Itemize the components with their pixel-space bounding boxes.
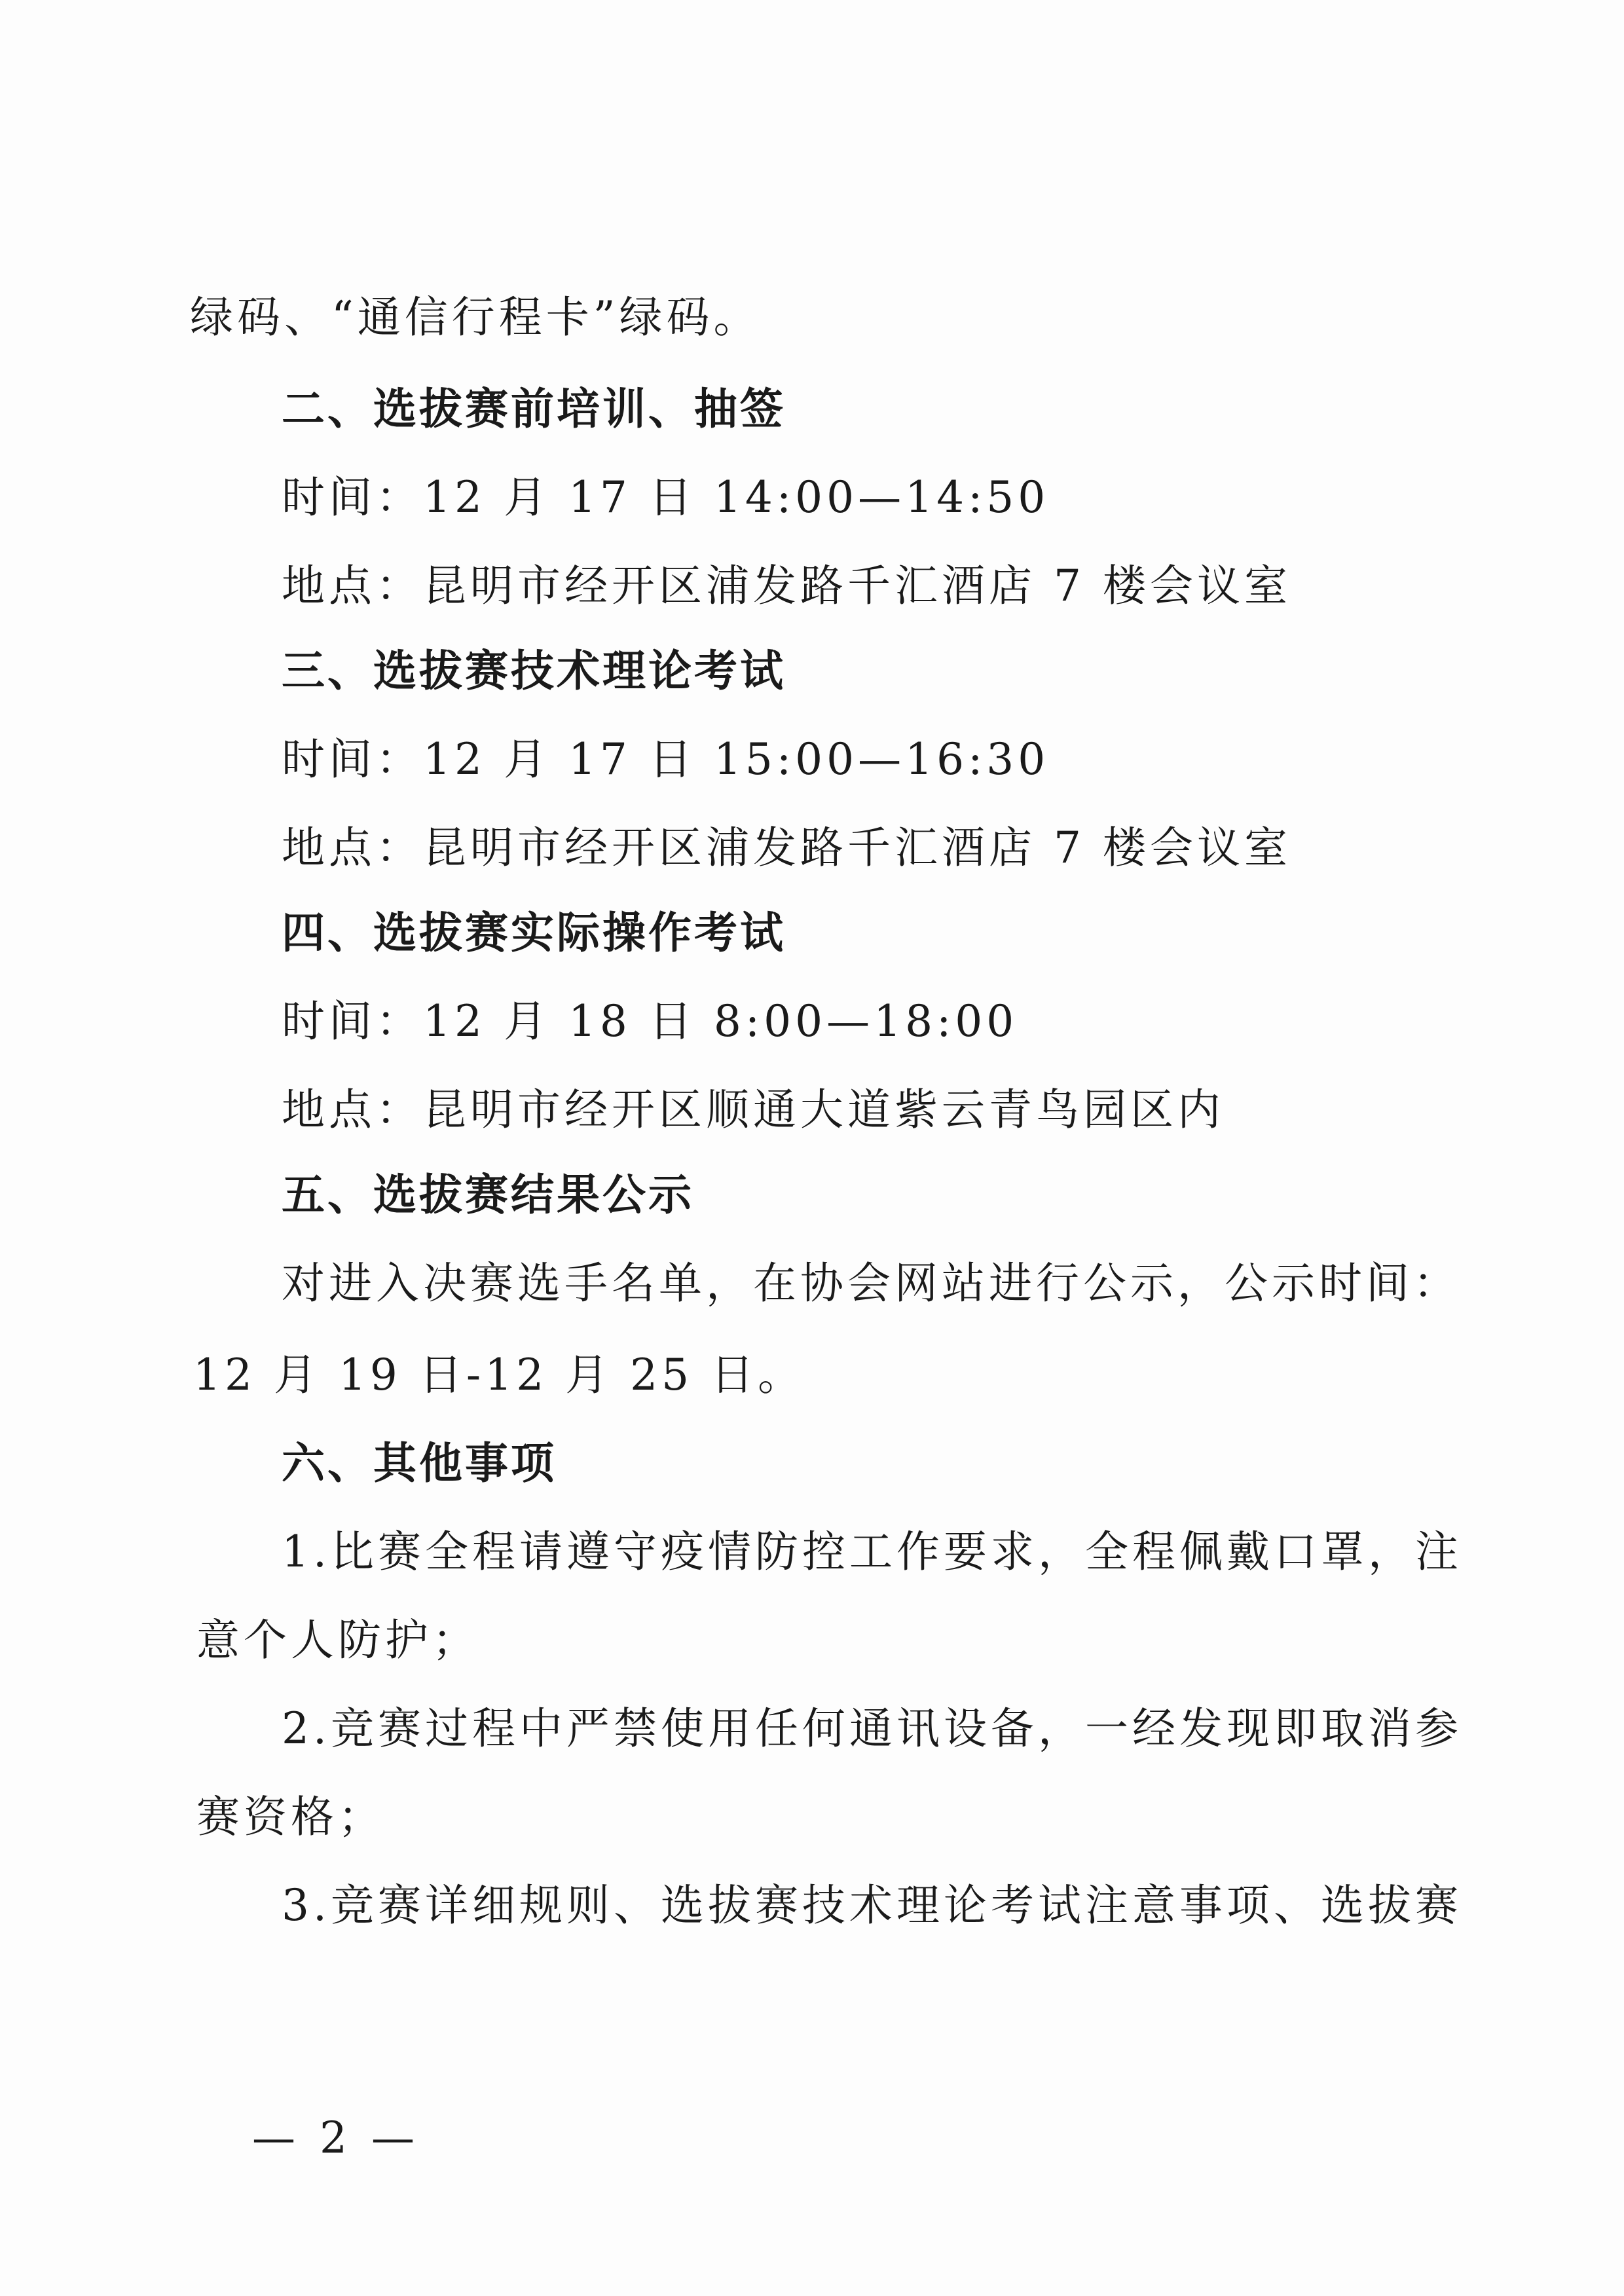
body-line: 地点：昆明市经开区浦发路千汇酒店 7 楼会议室 (282, 561, 1291, 611)
body-line: 地点：昆明市经开区顺通大道紫云青鸟园区内 (282, 1084, 1225, 1135)
body-line: 绿码、“通信行程卡”绿码。 (190, 292, 761, 343)
section-heading: 二、选拔赛前培训、抽签 (282, 384, 786, 434)
body-line: 地点：昆明市经开区浦发路千汇酒店 7 楼会议室 (282, 823, 1291, 873)
body-line: 对进入决赛选手名单，在协会网站进行公示，公示时间： (282, 1258, 1460, 1308)
body-line: 时间：12 月 18 日 8:00—18:00 (282, 996, 1018, 1046)
body-line: 时间：12 月 17 日 14:00—14:50 (282, 472, 1050, 523)
body-line: 时间：12 月 17 日 15:00—16:30 (282, 734, 1050, 785)
section-heading: 三、选拔赛技术理论考试 (282, 646, 786, 696)
body-line: 12 月 19 日-12 月 25 日。 (193, 1350, 805, 1400)
section-heading: 六、其他事项 (282, 1438, 557, 1489)
body-line: 赛资格； (196, 1792, 385, 1842)
page-number: — 2 — (252, 2113, 420, 2163)
section-heading: 四、选拔赛实际操作考试 (282, 908, 786, 958)
body-line: 1.比赛全程请遵守疫情防控工作要求，全程佩戴口罩，注 (282, 1527, 1462, 1577)
body-line: 意个人防护； (196, 1615, 479, 1665)
body-line: 2.竞赛过程中严禁使用任何通讯设备，一经发现即取消参 (282, 1703, 1462, 1754)
section-heading: 五、选拔赛结果公示 (282, 1170, 694, 1220)
body-line: 3.竞赛详细规则、选拔赛技术理论考试注意事项、选拔赛 (282, 1880, 1462, 1931)
